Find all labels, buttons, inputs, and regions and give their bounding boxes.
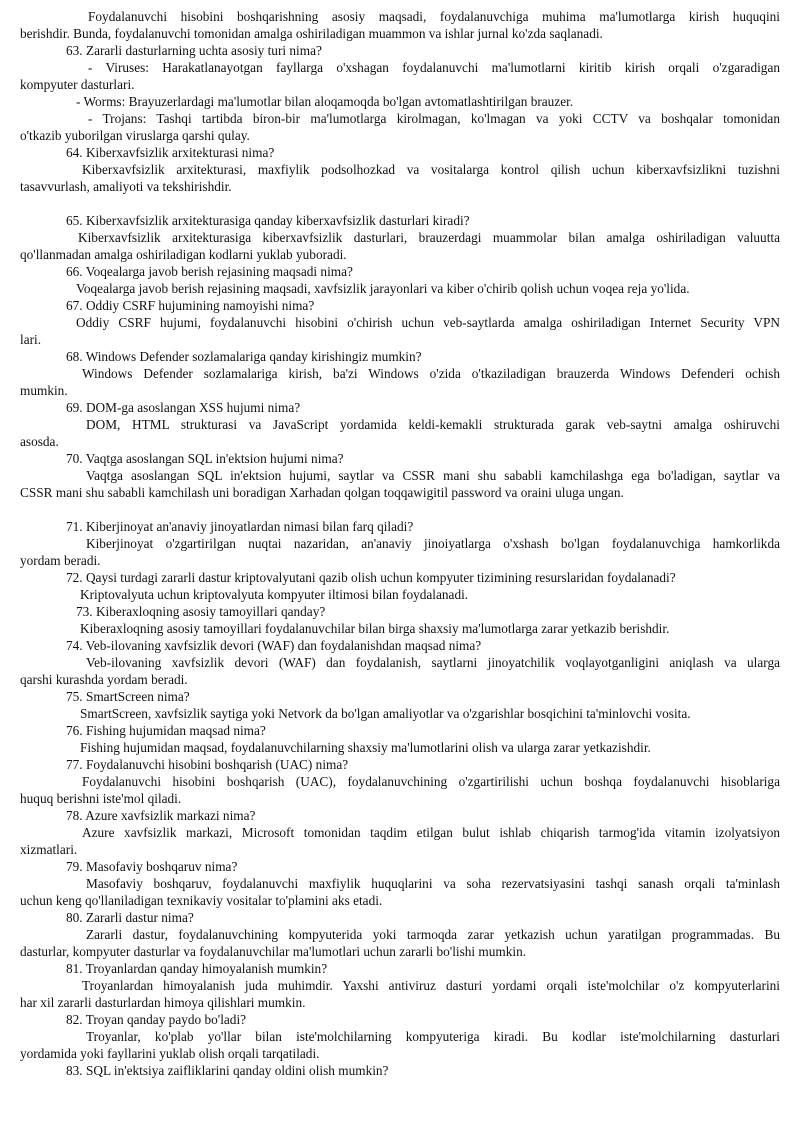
- answer-line: Kriptovalyuta uchun kriptovalyuta kompyuter iltimosi bilan foydalanadi.: [80, 587, 469, 602]
- question-line: 73. Kiberaxloqning asosiy tamoyillari qanday?: [76, 604, 326, 619]
- question-line: 71. Kiberjinoyat an'anaviy jinoyatlardan nimasi bilan farq qiladi?: [66, 519, 414, 534]
- answer-line: CSSR mani shu sababli kamchilash uni boradigan Xarhadan qolgan toqqawigitil password va oraini uluga ungan.: [20, 485, 624, 500]
- answer-line: Foydalanuvchi hisobini boshqarish (UAC), foydalanuvchining o'zgartirilishi uchun boshqa foydalanuvchi hisoblariga: [82, 774, 780, 789]
- answer-line: SmartScreen, xavfsizlik saytiga yoki Netvork da bo'lgan amaliyotlar va o'zgarishlar bosqichini ta'minlovchi vosita.: [80, 706, 691, 721]
- question-line: 72. Qaysi turdagi zararli dastur kriptovalyutani qazib olish uchun kompyuter tizimining resurslaridan foydalanadi?: [66, 570, 676, 585]
- question-line: 70. Vaqtga asoslangan SQL in'ektsion hujumi nima?: [66, 451, 344, 466]
- answer-line: dasturlar, kompyuter dasturlar va foydalanuvchilar ma'lumotlari uchun zararli bo'lishi mumkin.: [20, 944, 527, 959]
- question-line: 81. Troyanlardan qanday himoyalanish mumkin?: [66, 961, 328, 976]
- question-line: 68. Windows Defender sozlamalariga qanday kirishingiz mumkin?: [66, 349, 422, 364]
- answer-line: asosda.: [20, 434, 59, 449]
- answer-line: Masofaviy boshqaruv, foydalanuvchi maxfiylik huquqlarini va soha rezervatsiyasini tashqi sanash orqali ta'minlash: [86, 876, 780, 891]
- answer-line: berishdir. Bunda, foydalanuvchi tomonidan amalga oshiriladigan muammon va ishlar jurnal ko'zda saqlanadi.: [20, 26, 603, 41]
- answer-line: Vaqtga asoslangan SQL in'ektsion hujumi, saytlar va CSSR mani shu sababli kamchilashga ega bo'ladigan, saytlar va: [86, 468, 780, 483]
- answer-line: Kiberaxloqning asosiy tamoyillari foydalanuvchilar bilan birga shaxsiy ma'lumotlarga zarar yetkazib berishdir.: [80, 621, 670, 636]
- answer-line: kompyuter dasturlari.: [20, 77, 135, 92]
- answer-line: Kiberxavfsizlik arxitekturasiga kiberxavfsizlik dasturlari, brauzerdagi muammolar bilan amalga oshiriladigan valuutta: [78, 230, 780, 245]
- answer-line: Voqealarga javob berish rejasining maqsadi, xavfsizlik jarayonlari va kiber o'chirib qolish uchun voqea reja yo'lida.: [76, 281, 690, 296]
- question-line: 78. Azure xavfsizlik markazi nima?: [66, 808, 256, 823]
- document-page: [20, 8, 780, 1079]
- question-line: 65. Kiberxavfsizlik arxitekturasiga qanday kiberxavfsizlik dasturlari kiradi?: [66, 213, 470, 228]
- question-line: 64. Kiberxavfsizlik arxitekturasi nima?: [66, 145, 275, 160]
- question-line: 77. Foydalanuvchi hisobini boshqarish (UAC) nima?: [66, 757, 349, 772]
- answer-line: - Worms: Brayuzerlardagi ma'lumotlar bilan aloqamoqda bo'lgan avtomatlashtirilgan brauzer.: [76, 94, 574, 109]
- blank-line: [20, 501, 780, 518]
- answer-line: uchun keng qo'llaniladigan texnikaviy vositalar to'plamini aks etadi.: [20, 893, 383, 908]
- answer-line: Troyanlardan himoyalanish juda muhimdir. Yaxshi antiviruz dasturi yordami orqali iste'molchilar o'z kompyuterlarini: [82, 978, 780, 993]
- answer-line: Veb-ilovaning xavfsizlik devori (WAF) dan foydalanish, saytlarni jinoyatchilik voqlayotganligini aniqlash va ularga: [86, 655, 780, 670]
- answer-line: tasavvurlash, amaliyoti va tekshirishdir.: [20, 179, 232, 194]
- answer-line: - Trojans: Tashqi tartibda biron-bir ma'lumotlarga kirolmagan, ko'lmagan va yoki CCTV va boshqalar tomonidan: [88, 111, 780, 126]
- answer-line: Azure xavfsizlik markazi, Microsoft tomonidan taqdim etilgan bulut ishlab chiqarish tarmog'ida vitamin izolyatsiyon: [82, 825, 780, 840]
- question-line: 63. Zararli dasturlarning uchta asosiy turi nima?: [66, 43, 322, 58]
- answer-line: Kiberxavfsizlik arxitekturasi, maxfiylik podsolhozkad va vositalarga kontrol qilish uchun kiberxavfsizlikni tuzishni: [82, 162, 780, 177]
- question-line: 80. Zararli dastur nima?: [66, 910, 194, 925]
- answer-line: yordam beradi.: [20, 553, 101, 568]
- answer-line: Fishing hujumidan maqsad, foydalanuvchilarning shaxsiy ma'lumotlarini olish va ularga zarar yetkazishdir.: [80, 740, 651, 755]
- answer-line: huquq berishni iste'mol qiladi.: [20, 791, 182, 806]
- answer-line: qo'llanmadan amalga oshiriladigan kodlarni yuklab yuboradi.: [20, 247, 347, 262]
- answer-line: DOM, HTML strukturasi va JavaScript yordamida keldi-kemakli strukturada garak veb-saytni amalga oshiruvchi: [86, 417, 780, 432]
- question-line: 66. Voqealarga javob berish rejasining maqsadi nima?: [66, 264, 353, 279]
- answer-line: Kiberjinoyat o'zgartirilgan nuqtai nazaridan, an'anaviy jinoiyatlarga o'xshash bo'lgan foydalanuvchiga hamkorlikda: [86, 536, 780, 551]
- question-line: 76. Fishing hujumidan maqsad nima?: [66, 723, 266, 738]
- question-line: 83. SQL in'ektsiya zaifliklarini qanday oldini olish mumkin?: [66, 1063, 389, 1078]
- question-line: 79. Masofaviy boshqaruv nima?: [66, 859, 238, 874]
- question-line: 67. Oddiy CSRF hujumining namoyishi nima?: [66, 298, 315, 313]
- question-line: 69. DOM-ga asoslangan XSS hujumi nima?: [66, 400, 301, 415]
- answer-line: - Viruses: Harakatlanayotgan fayllarga o'xshagan foydalanuvchi ma'lumotlarni kiritib kirish orqali o'zgaradigan: [88, 60, 780, 75]
- answer-line: xizmatlari.: [20, 842, 78, 857]
- answer-line: har xil zararli dasturlardan himoya qilishlari mumkin.: [20, 995, 306, 1010]
- answer-line: qarshi kurashda yordam beradi.: [20, 672, 188, 687]
- answer-line: Foydalanuvchi hisobini boshqarishning asosiy maqsadi, foydalanuvchiga muhima ma'lumotlarga kirish huquqini: [88, 9, 780, 24]
- answer-line: Troyanlar, ko'plab yo'llar bilan iste'molchilarning kompyuteriga kiradi. Bu kodlar iste'molchilarning dasturlari: [86, 1029, 780, 1044]
- answer-line: yordamida yoki fayllarini yuklab olish orqali tarqatiladi.: [20, 1046, 320, 1061]
- question-line: 74. Veb-ilovaning xavfsizlik devori (WAF) dan foydalanishdan maqsad nima?: [66, 638, 482, 653]
- answer-line: o'tkazib yuborilgan viruslarga qarshi qulay.: [20, 128, 250, 143]
- answer-line: Oddiy CSRF hujumi, foydalanuvchi hisobini o'chirish uchun veb-saytlarda amalga oshiriladigan Internet Security VPN: [76, 315, 780, 330]
- answer-line: Windows Defender sozlamalariga kirish, ba'zi Windows o'zida o'tkaziladigan brauzerda Windows Defenderi ochish: [82, 366, 780, 381]
- answer-line: Zararli dastur, foydalanuvchining kompyuterida yoki tarmoqda zarar yetkazish uchun yaratilgan programmadas. Bu: [86, 927, 780, 942]
- blank-line: [20, 195, 780, 212]
- answer-line: lari.: [20, 332, 42, 347]
- question-line: 82. Troyan qanday paydo bo'ladi?: [66, 1012, 247, 1027]
- question-line: 75. SmartScreen nima?: [66, 689, 190, 704]
- answer-line: mumkin.: [20, 383, 68, 398]
